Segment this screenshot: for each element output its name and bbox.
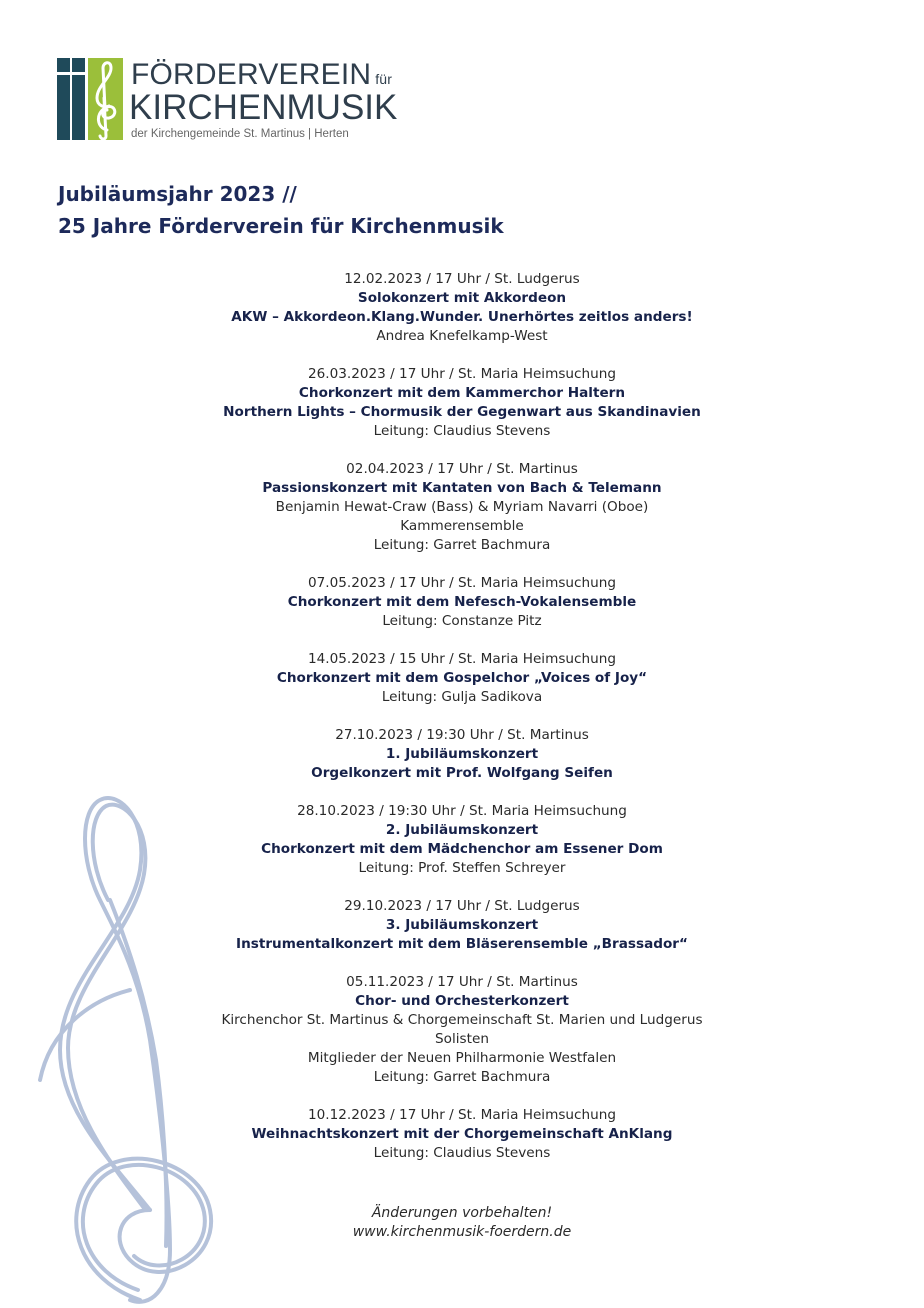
event-detail: Mitglieder der Neuen Philharmonie Westfalen (307, 1050, 617, 1066)
event-date: 29.10.2023 / 17 Uhr / St. Ludgerus (344, 898, 580, 914)
event-title: Chorkonzert mit dem Nefesch-Vokalensemble (287, 594, 637, 610)
event-date: 02.04.2023 / 17 Uhr / St. Martinus (346, 461, 578, 477)
event-item (160, 460, 764, 555)
event-detail: Benjamin Hewat-Craw (Bass) & Myriam Navarri (Oboe) (275, 499, 649, 515)
event-item (160, 973, 764, 1087)
event-title: Chorkonzert mit dem Gospelchor „Voices of Joy“ (276, 670, 648, 686)
footer-note: Änderungen vorbehalten! (371, 1205, 553, 1221)
event-title: 1. Jubiläumskonzert (385, 746, 539, 762)
event-date: 07.05.2023 / 17 Uhr / St. Maria Heimsuchung (308, 575, 616, 591)
event-title: 2. Jubiläumskonzert (385, 822, 539, 838)
logo-subtitle: der Kirchengemeinde St. Martinus | Herten (131, 128, 349, 140)
event-date: 14.05.2023 / 15 Uhr / St. Maria Heimsuchung (308, 651, 616, 667)
event-detail: Leitung: Garret Bachmura (373, 1069, 551, 1085)
event-date: 10.12.2023 / 17 Uhr / St. Maria Heimsuchung (308, 1107, 616, 1123)
event-date: 28.10.2023 / 19:30 Uhr / St. Maria Heimsuchung (297, 803, 627, 819)
event-title: Orgelkonzert mit Prof. Wolfgang Seifen (311, 765, 613, 781)
event-detail: Kammerensemble (400, 518, 524, 534)
event-title: Passionskonzert mit Kantaten von Bach & Telemann (262, 480, 662, 496)
event-detail: Kirchenchor St. Martinus & Chorgemeinschaft St. Marien und Ludgerus (221, 1012, 703, 1028)
event-title: Solokonzert mit Akkordeon (357, 290, 567, 306)
event-item (160, 1106, 764, 1163)
event-item (160, 650, 764, 707)
event-title: Instrumentalkonzert mit dem Bläserensemble „Brassador“ (236, 936, 688, 952)
event-date: 26.03.2023 / 17 Uhr / St. Maria Heimsuchung (308, 366, 616, 382)
event-date: 27.10.2023 / 19:30 Uhr / St. Martinus (335, 727, 589, 743)
event-detail: Leitung: Claudius Stevens (373, 1145, 551, 1161)
event-date: 05.11.2023 / 17 Uhr / St. Martinus (346, 974, 578, 990)
logo-title-line1: FÖRDERVEREIN für (131, 58, 393, 91)
logo (57, 58, 398, 144)
event-detail: Solisten (435, 1031, 489, 1047)
event-detail: Leitung: Constanze Pitz (382, 613, 542, 629)
event-date: 12.02.2023 / 17 Uhr / St. Ludgerus (344, 271, 580, 287)
event-title: Northern Lights – Chormusik der Gegenwart aus Skandinavien (223, 404, 701, 420)
logo-title-line2: KIRCHENMUSIK (129, 88, 398, 127)
event-item (160, 802, 764, 878)
footer (160, 1204, 764, 1242)
event-title: Chorkonzert mit dem Kammerchor Haltern (298, 385, 626, 401)
event-item (160, 726, 764, 783)
logo-mark-icon (57, 58, 123, 140)
event-item (160, 574, 764, 631)
footer-url: www.kirchenmusik-foerdern.de (352, 1224, 572, 1240)
event-title: Chor- und Orchesterkonzert (355, 993, 569, 1009)
event-item (160, 365, 764, 441)
event-item (160, 270, 764, 346)
event-detail: Leitung: Prof. Steffen Schreyer (358, 860, 566, 876)
event-detail: Leitung: Claudius Stevens (373, 423, 551, 439)
event-title: AKW – Akkordeon.Klang.Wunder. Unerhörtes zeitlos anders! (231, 309, 693, 325)
event-item (160, 897, 764, 954)
event-detail: Andrea Knefelkamp-West (376, 328, 548, 344)
event-detail: Leitung: Garret Bachmura (373, 537, 551, 553)
page-title-line2: 25 Jahre Förderverein für Kirchenmusik (58, 214, 504, 238)
event-list (160, 270, 764, 1182)
page-title-line1: Jubiläumsjahr 2023 // (58, 182, 297, 206)
page-title (58, 178, 504, 242)
event-title: 3. Jubiläumskonzert (385, 917, 539, 933)
event-detail: Leitung: Gulja Sadikova (381, 689, 543, 705)
event-title: Chorkonzert mit dem Mädchenchor am Essener Dom (261, 841, 663, 857)
event-title: Weihnachtskonzert mit der Chorgemeinschaft AnKlang (251, 1126, 673, 1142)
